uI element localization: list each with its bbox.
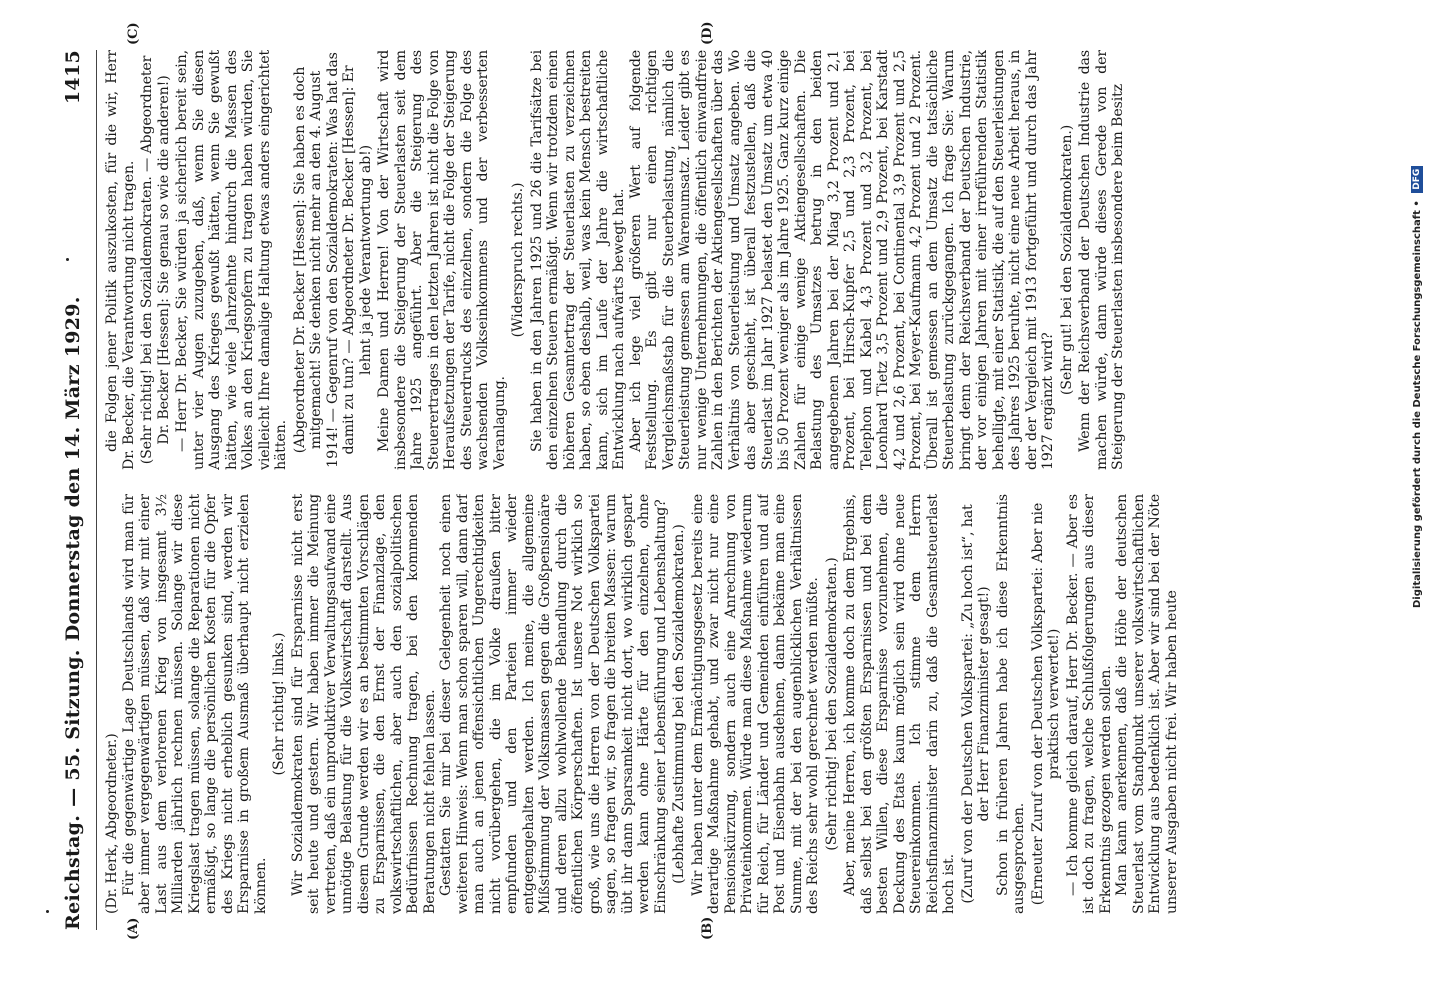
paragraph: Wir haben unter dem Ermächtigungsgesetz bereits eine derartige Maßnahme gehabt, und zwar nicht nur eine Pensionskürzung, sondern auch eine Anrechnung von Privateinkommen. Würde man diese Maßnahme wiederum für Reich, für Länder und Gemeinden einführen und auf Post und Eisenbahn ausdehnen, dann bekäme man eine Summe, mit der bei den augenblicklichen Verhältnissen des Reichs sehr wohl gerechnet werden müßte.: [689, 494, 821, 914]
margin-marker-d: (D): [700, 21, 715, 45]
margin-marker-a: (A): [126, 917, 141, 940]
paragraph: Für die gegenwärtige Lage Deutschlands wird man für aber immer vergegenwärtigen müssen, daß wir mit einer Last aus dem verlorenen Krieg von insgesamt 3½ Milliarden jährlich rechnen müssen. Solange wir diese Kriegslast tragen müssen, solange die Reparationen nicht ermäßigt, so lange die persönlichen Kosten für die Opfer des Kriegs nicht erheblich gesunken sind, werden wir Ersparnisse in großem Ausmaß überhaupt nicht erzielen können.: [120, 494, 269, 914]
right-text-column: [104, 50, 1324, 470]
paragraph: Wir Sozialdemokraten sind für Ersparnisse nicht erst seit heute und gestern. Wir haben immer die Meinung vertreten, daß ein unproduktiver Verwaltungsaufwand eine unnötige Belastung für die Volkswirtschaft darstellt. Aus diesem Grunde werden wir es an bestimmten Vorschlägen zu Ersparnissen, die den Ernst der Finanzlage, den volkswirtschaftlichen, aber auch den sozialpolitischen Bedürfnissen Rechnung tragen, bei den kommenden Beratungen nicht fehlen lassen.: [289, 494, 438, 914]
interjection: (Sehr gut! bei den Sozialdemokraten.): [1058, 124, 1075, 396]
interjection: (Zuruf von der Deutschen Volkspartei: „Zu hoch ist“, hat der Herr Finanzminister gesagt!): [959, 504, 992, 904]
speaker-label: (Dr. Herk, Abgeordneter.): [104, 733, 120, 914]
paragraph: Aber, meine Herren, ich komme doch zu dem Ergebnis, daß selbst bei den größten Ersparnissen und bei dem besten Willen, diese Ersparnisse vorzunehmen, die Deckung des Etats kaum möglich sein wird ohne neue Steuereinkommen. Ich stimme dem Herrn Reichsfinanzminister darin zu, daß die Gesamtsteuerlast hoch ist.: [842, 494, 957, 914]
margin-marker-c: (C): [126, 22, 141, 45]
header-rule: [96, 50, 97, 930]
paragraph: Wenn der Reichsverband der Deutschen Industrie das machen würde, dann würde dieses Gerede von der Steigerung der Steuerlasten insbesondere beim Besitz: [1077, 50, 1126, 470]
scan-speck: [66, 258, 69, 261]
paragraph: die Folgen jener Politik auszukosten, für die wir, Herr Dr. Becker, die Verantwortung nicht tragen.: [104, 50, 137, 470]
paragraph: Gestatten Sie mir bei dieser Gelegenheit noch einen weiteren Hinweis: Wenn man schon sparen will, dann darf man auch an jenen offensichtlichen Ungerechtigkeiten nicht vorübergehen, die im Volke draußen bitter empfunden und den Parteien immer wieder entgegengehalten werden. Ich meine, die allgemeine Mißstimmung der Volksmassen gegen die Großpensionäre und deren allzu wohlwollende Behandlung durch die öffentlichen Körperschaften. Ist unsere Not wirklich so groß, wie uns die Herren von der Deutschen Volkspartei sagen, so fragen wir, so fragen die breiten Massen: warum übt ihr dann Sparsamkeit nicht dort, wo wirklich gespart werden kann ohne Härte für den einzelnen, ohne Einschränkung seiner Lebensführung und Lebenshaltung?: [438, 494, 669, 914]
interjection: (Sehr richtig! bei den Sozialdemokraten. — Abgeordneter Dr. Becker [Hessen]: Sie genau so wie die anderen!): [139, 55, 172, 465]
margin-marker-b: (B): [700, 916, 715, 940]
paragraph: — Herr Dr. Becker, Sie würden ja sicherlich bereit sein, unter vier Augen zuzugeben, daß, wenn Sie diesen Ausgang des Krieges gewußt hätten, wenn Sie gewußt hätten, wie viele Jahrzehnte hindurch die Massen des Volkes an den Kriegsopfern zu tragen haben würden, Sie vielleicht Ihre damalige Haltung etwas anders eingerichtet hätten.: [174, 50, 289, 470]
paragraph: Schon in früheren Jahren habe ich diese Erkenntnis ausgesprochen.: [994, 494, 1027, 914]
scan-speck: [46, 910, 49, 913]
paragraph: — Ich komme gleich darauf, Herr Dr. Becker. — Aber es ist doch zu fragen, welche Schlußfolgerungen aus dieser Erkenntnis gezogen werden sollen.: [1064, 494, 1114, 914]
interjection: (Sehr richtig! links.): [271, 632, 287, 776]
left-text-column: [104, 494, 1324, 914]
session-number: — 55. Sitzung.: [62, 649, 84, 807]
paragraph: Meine Damen und Herren! Von der Wirtschaft wird insbesondere die Steigerung der Steuerlasten seit dem Jahre 1925 angeführt. Aber die Steigerung des Steuerertrages in den letzten Jahren ist nicht die Folge von Heraufsetzungen der Tarife, nicht die Folge der Steigerung des Steuerdrucks des einzelnen, sondern die Folge des wachsenden Volkseinkommens und der verbesserten Veranlagung.: [376, 50, 508, 470]
dfg-logo-icon: DFG: [1411, 166, 1423, 193]
interjection: (Sehr richtig! bei den Sozialdemokraten.): [823, 557, 840, 851]
digitization-credit: [1408, 8, 1428, 608]
paragraph: Man kann anerkennen, daß die Höhe der deutschen Steuerlast vom Standpunkt unserer volkswirtschaftlichen Entwicklung aus bedenklich ist. Aber wir sind bei der Nöte unserer Ausgaben nicht frei. Wir haben heute: [1114, 494, 1180, 914]
paragraph: Aber ich lege viel größeren Wert auf folgende Feststellung. Es gibt nur einen richtigen Vergleichsmaßstab für die Steuerbelastung, nämlich die Steuerleistung gemessen am Warenumsatz. Leider gibt es nur wenige Unternehmungen, die öffentlich einwandfreie Zahlen in den Berichten der Aktiengesellschaften über das Verhältnis von Steuerleistung und Umsatz angeben. Wo das aber geschieht, ist überall festzustellen, daß die Steuerlast im Jahr 1927 belastet den Umsatz um etwa 40 bis 50 Prozent weniger als im Jahre 1925. Ganz kurz einige Zahlen für einige wenige Aktiengesellschaften. Die Belastung des Umsatzes betrug in den beiden angegebenen Jahren bei der Miag 3,2 Prozent und 2,1 Prozent, bei Hirsch-Kupfer 2,5 und 2,3 Prozent, bei Telephon und Kabel 4,3 Prozent und 3,2 Prozent, bei Leonhard Tietz 3,5 Prozent und 2,9 Prozent, bei Karstadt 4,2 und 2,6 Prozent, bei Continental 3,9 Prozent und 2,5 Prozent, bei Meyer-Kaufmann 4,2 Prozent und 2 Prozent. Überall ist gemessen an dem Umsatz die tatsächliche Steuerbelastung zurückgegangen. Ich frage Sie: Warum bringt denn der Reichsverband der Deutschen Industrie, der vor einigen Jahren mit einer irreführenden Statistik behelligte, mit einer Statistik, die auf den Steuerleistungen des Jahres 1925 beruhte, nicht eine neue Arbeit heraus, in der der Vergleich mit 1913 fortgeführt und durch das Jahr 1927 ergänzt wird?: [627, 50, 1056, 470]
paragraph: Sie haben in den Jahren 1925 und 26 die Tarifsätze bei den einzelnen Steuern ermäßigt. Wenn wir trotzdem einen höheren Gesamtertrag der Steuerlasten zu verzeichnen haben, so eben deshalb, weil, was kein Mensch bestreiten kann, sich im Laufe der Jahre die wirtschaftliche Entwicklung nach aufwärts bewegt hat.: [528, 50, 627, 470]
interjection: (Erneuter Zuruf von der Deutschen Volkspartei: Aber nie praktisch verwertet!): [1029, 502, 1062, 906]
interjection: (Lebhafte Zustimmung bei den Sozialdemokraten.): [671, 524, 687, 884]
page-number: 1415: [62, 50, 84, 105]
digitization-note: Digitalisierung gefördert durch die Deutsche Forschungsgemeinschaft •: [1412, 200, 1423, 608]
page-header: [62, 50, 92, 930]
session-date: Donnerstag den 14. März 1929.: [62, 296, 84, 642]
interjection: (Widerspruch rechts.): [510, 182, 526, 338]
running-title: Reichstag.: [62, 814, 84, 930]
interjection: (Abgeordneter Dr. Becker [Hessen]: Sie haben es doch mitgemacht! Sie denken nicht mehr an den 4. August 1914! — Gegenruf von den Sozialdemokraten: Was hat das damit zu tun? — Abgeordneter Dr. Becker [Hessen]: Er lehnt ja jede Verantwortung ab!): [291, 52, 374, 468]
